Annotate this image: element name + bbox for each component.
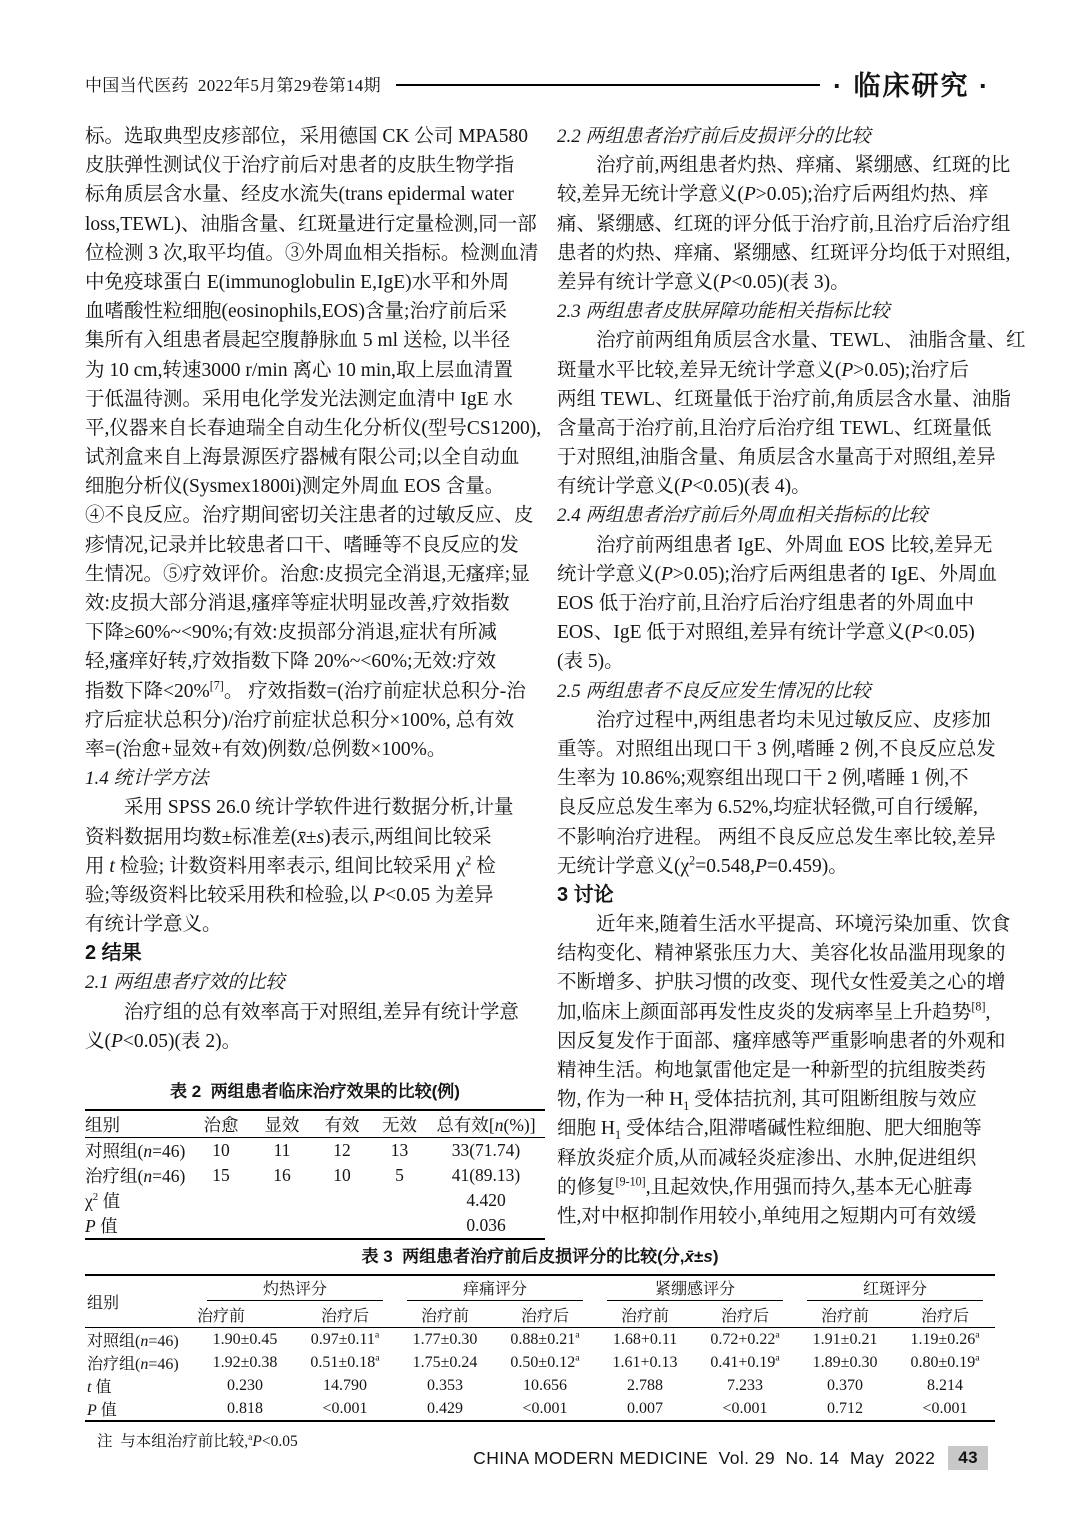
section-label: · 临床研究 · xyxy=(833,71,990,101)
table2-header-row xyxy=(85,1110,545,1138)
table-row xyxy=(85,1397,995,1421)
text-line: 性,对中枢抑制作用较小,单纯用之短期内可有效缓 xyxy=(557,1205,977,1227)
table3-group-burning: 灼热评分 xyxy=(195,1275,395,1301)
text-line: 率=(治愈+显效+有效)例数/总例数×100%。 xyxy=(85,738,447,760)
text-line: 不影响治疗进程。 两组不良反应总发生率比较,差异 xyxy=(557,826,996,848)
table3-group-tightness: 紧绷感评分 xyxy=(595,1275,795,1301)
text-line: 3 讨论 xyxy=(557,883,614,906)
table-cell: 0.370 xyxy=(827,1376,864,1394)
text-line: 疗后症状总积分)/治疗前症状总积分×100%, 总有效 xyxy=(85,709,515,731)
table3-group-erythema: 红斑评分 xyxy=(795,1275,995,1301)
table-cell: 对照组(n=46) xyxy=(87,1333,179,1350)
table-cell: 0.97±0.11$^a$ xyxy=(310,1329,380,1348)
text-line: 指数下降<20%[7]。 疗效指数=(治疗前症状总积分-治 xyxy=(85,678,526,702)
table2-body xyxy=(85,1138,545,1240)
table-cell xyxy=(252,1213,312,1239)
text-line: 中免疫球蛋白 E(immunoglobulin E,IgE)水平和外周 xyxy=(85,271,510,293)
text-line: 加,临床上颜面部再发性皮炎的发病率呈上升趋势[8], xyxy=(557,999,991,1023)
text-line: 下降≥60%~<90%;有效:皮损部分消退,症状有所减 xyxy=(85,622,497,644)
text-line: 细胞 $H_1$ 受体结合,阻滞嗜碱性粒细胞、肥大细胞等 xyxy=(557,1118,982,1143)
text-line: 物, 作为一种 $H_1$ 受体拮抗剂, 其可阻断组胺与效应 xyxy=(557,1089,977,1114)
table-header-cell: 治疗后 xyxy=(521,1307,570,1325)
table-cell: 0.50±0.12$^a$ xyxy=(510,1352,580,1371)
text-line: 轻,瘙痒好转,疗效指数下降 20%~<60%;无效:疗效 xyxy=(85,651,496,673)
table-cell: 4.420 xyxy=(466,1190,506,1210)
text-line: 位检测 3 次,取平均值。③外周血相关指标。检测血清 xyxy=(85,242,539,264)
text-line: 为 10 cm,转速3000 r/min 离心 10 min,取上层血清置 xyxy=(85,359,513,381)
text-line: 重等。对照组出现口干 3 例,嗜睡 2 例,不良反应总发 xyxy=(557,738,996,760)
table-cell: 0.51±0.18$^a$ xyxy=(310,1352,380,1371)
text-line: 验;等级资料比较采用秩和检验,以 P<0.05 为差异 xyxy=(85,884,494,906)
body-columns xyxy=(85,122,1026,1240)
text-line: 的修复[9-10],且起效快,作用强而持久,基本无心脏毒 xyxy=(557,1174,973,1198)
table-cell xyxy=(252,1188,312,1213)
table-header-cell: 治疗后 xyxy=(321,1307,370,1325)
table3-body xyxy=(85,1328,995,1422)
text-line: 2.4 两组患者治疗前后外周血相关指标的比较 xyxy=(557,505,928,527)
table-cell: 1.68+0.11 xyxy=(612,1330,678,1348)
text-line: 精神生活。枸地氯雷他定是一种新型的抗组胺类药 xyxy=(557,1060,987,1081)
table-cell: 0.88±0.21$^a$ xyxy=(510,1329,580,1348)
table-cell: 0.712 xyxy=(827,1399,864,1417)
table-cell: 1.75±0.24 xyxy=(412,1353,478,1371)
text-line: 有统计学意义。 xyxy=(85,914,222,936)
table-cell: t 值 xyxy=(87,1379,112,1396)
text-line: 治疗前两组角质层含水量、TEWL、 油脂含量、红 xyxy=(596,330,1026,352)
table-cell xyxy=(372,1188,427,1213)
text-line: 效:皮损大部分消退,瘙痒等症状明显改善,疗效指数 xyxy=(85,593,510,614)
text-line: 平,仪器来自长春迪瑞全自动生化分析仪(型号CS1200), xyxy=(85,417,542,439)
table-cell: P 值 xyxy=(85,1216,118,1236)
table-header-cell: 总有效[n(%)] xyxy=(436,1114,536,1135)
text-line: 皮肤弹性测试仪于治疗前后对患者的皮肤生物学指 xyxy=(85,155,515,177)
text-line: 较,差异无统计学意义(P>0.05);治疗后两组灼热、痒 xyxy=(557,184,989,206)
table-cell: 治疗组(n=46) xyxy=(85,1166,186,1186)
table-cell: 0.41+0.19$^a$ xyxy=(710,1352,780,1371)
table-cell: 10.656 xyxy=(523,1376,568,1394)
table-cell: <0.001 xyxy=(322,1399,368,1417)
text-line: (表 5)。 xyxy=(557,651,624,673)
table-cell: 13 xyxy=(390,1140,409,1160)
table-cell: 1.89±0.30 xyxy=(812,1353,878,1371)
table2 xyxy=(85,1109,545,1240)
text-line: 因反复发作于面部、瘙痒感等严重影响患者的外观和 xyxy=(557,1030,1006,1052)
text-line: 良反应总发生率为 6.52%,均症状轻微,可自行缓解, xyxy=(557,797,978,819)
table-cell: P 值 xyxy=(87,1402,117,1419)
table-cell: 11 xyxy=(273,1140,291,1160)
text-line: 斑量水平比较,差异无统计学意义(P>0.05);治疗后 xyxy=(557,359,969,381)
table-row xyxy=(85,1351,995,1374)
table-header-cell: 治愈 xyxy=(203,1114,239,1135)
journal-issue-info: 中国当代医药 2022年5月第29卷第14期 xyxy=(85,76,381,95)
table-cell: 1.19±0.26$^a$ xyxy=(910,1329,980,1348)
table3-subheader-row xyxy=(85,1301,995,1328)
text-line: 2.5 两组患者不良反应发生情况的比较 xyxy=(557,680,871,702)
table-row xyxy=(85,1163,545,1188)
text-line: 采用 SPSS 26.0 统计学软件进行数据分析,计量 xyxy=(124,797,514,819)
table-cell: 0.818 xyxy=(227,1399,263,1417)
table-cell: $\chi^2$ 值 xyxy=(85,1191,121,1211)
text-line: loss,TEWL)、油脂含量、红斑量进行定量检测,同一部 xyxy=(85,213,537,235)
table2-title: 表 2 两组患者临床治疗效果的比较(例) xyxy=(170,1082,460,1101)
footer-journal-name: CHINA MODERN MEDICINE Vol. 29 No. 14 May 2022 xyxy=(473,1447,936,1468)
text-line: 疹情况,记录并比较患者口干、嗜睡等不良反应的发 xyxy=(85,534,519,556)
text-line: 含量高于治疗前,且治疗后治疗组 TEWL、红斑量低 xyxy=(557,417,992,439)
table-cell: 治疗组(n=46) xyxy=(87,1356,179,1373)
text-line: 不断增多、护肤习惯的改变、现代女性爱美之心的增 xyxy=(557,972,1006,994)
table-cell: 8.214 xyxy=(927,1376,964,1394)
page-number-badge: 43 xyxy=(948,1446,988,1470)
table3-group-itchpain: 痒痛评分 xyxy=(395,1275,595,1301)
text-line: 1.4 统计学方法 xyxy=(85,768,209,790)
table3-group-col-label: 组别 xyxy=(87,1295,120,1312)
table-cell: 0.007 xyxy=(627,1399,664,1417)
text-line: 统计学意义(P>0.05);治疗后两组患者的 IgE、外周血 xyxy=(557,563,997,585)
text-line: 标。选取典型皮疹部位，采用德国 CK 公司 MPA580 xyxy=(85,126,528,147)
table-cell xyxy=(190,1188,252,1213)
text-line: EOS、IgE 低于对照组,差异有统计学意义(P<0.05) xyxy=(557,622,975,644)
table-header-cell: 治疗后 xyxy=(721,1307,770,1325)
table-cell: 33(71.74) xyxy=(451,1140,521,1160)
table-header-cell: 治疗后 xyxy=(921,1307,970,1325)
text-line: 集所有入组患者晨起空腹静脉血 5 ml 送检, 以半径 xyxy=(85,330,511,352)
table-cell: 0.353 xyxy=(427,1376,464,1394)
table-cell: 1.91±0.21 xyxy=(812,1330,878,1348)
text-line: ④不良反应。治疗期间密切关注患者的过敏反应、皮 xyxy=(85,505,534,527)
text-line: 标角质层含水量、经皮水流失(trans epidermal water xyxy=(85,184,514,206)
table-header-cell: 治疗前 xyxy=(821,1307,870,1325)
text-line: 治疗过程中,两组患者均未见过敏反应、皮疹加 xyxy=(596,709,991,731)
text-line: 差异有统计学意义(P<0.05)(表 3)。 xyxy=(557,271,850,293)
page-header xyxy=(85,64,990,103)
table-header-cell: 组别 xyxy=(85,1114,120,1135)
text-line: 近年来,随着生活水平提高、环境污染加重、饮食 xyxy=(596,914,1011,936)
table2-head xyxy=(85,1110,545,1138)
table-cell: <0.001 xyxy=(722,1399,768,1417)
table3-head xyxy=(85,1275,995,1328)
table-cell: 16 xyxy=(273,1165,291,1185)
table-cell: 0.72+0.22$^a$ xyxy=(710,1329,780,1348)
text-line: 于低温待测。采用电化学发光法测定血清中 IgE 水 xyxy=(85,388,513,410)
table-cell: 0.230 xyxy=(227,1376,263,1394)
table-cell xyxy=(312,1188,372,1213)
table3-block xyxy=(85,1242,995,1451)
text-line: 血嗜酸性粒细胞(eosinophils,EOS)含量;治疗前后采 xyxy=(85,301,507,323)
table-cell: 15 xyxy=(212,1165,230,1185)
text-line: 用 t 检验; 计数资料用率表示, 组间比较采用 $\chi^2$ 检 xyxy=(85,853,496,877)
right-column-text xyxy=(557,122,1026,1231)
text-line: 治疗前,两组患者灼热、痒痛、紧绷感、红斑的比 xyxy=(596,155,1011,177)
table-cell xyxy=(372,1213,427,1239)
header-rule xyxy=(396,84,820,86)
table-row xyxy=(85,1374,995,1397)
table-cell xyxy=(312,1213,372,1239)
text-line: 结构变化、精神紧张压力大、美容化妆品滥用现象的 xyxy=(557,943,1006,965)
table-header-cell: 有效 xyxy=(324,1114,360,1135)
table-cell xyxy=(190,1213,252,1239)
table-header-cell: 无效 xyxy=(382,1114,417,1135)
table-row xyxy=(85,1328,995,1352)
table-cell: 12 xyxy=(333,1140,351,1160)
text-line: 痛、紧绷感、红斑的评分低于治疗前,且治疗后治疗组 xyxy=(557,213,1011,235)
left-column-text xyxy=(85,122,545,1056)
table-header-cell: 治疗前 xyxy=(421,1307,470,1325)
text-line: 释放炎症介质,从而减轻炎症渗出、水肿,促进组织 xyxy=(557,1147,977,1169)
right-column xyxy=(557,122,1026,1240)
text-line: 试剂盒来自上海景源医疗器械有限公司;以全自动血 xyxy=(85,447,520,469)
table-cell: 10 xyxy=(212,1140,230,1160)
table-cell: 5 xyxy=(395,1165,404,1185)
text-line: 治疗前两组患者 IgE、外周血 EOS 比较,差异无 xyxy=(596,534,993,556)
table-cell: 1.77±0.30 xyxy=(412,1330,478,1348)
table-row xyxy=(85,1188,545,1213)
table-cell: 7.233 xyxy=(727,1376,764,1394)
text-line: EOS 低于治疗前,且治疗后治疗组患者的外周血中 xyxy=(557,593,975,614)
page-footer xyxy=(473,1446,988,1470)
table2-block xyxy=(85,1077,545,1240)
table3-group-row xyxy=(85,1275,995,1301)
text-line: 有统计学意义(P<0.05)(表 4)。 xyxy=(557,476,811,498)
text-line: 于对照组,油脂含量、角质层含水量高于对照组,差异 xyxy=(557,447,996,469)
left-column xyxy=(85,122,545,1240)
text-line: 两组 TEWL、红斑量低于治疗前,角质层含水量、油脂 xyxy=(557,388,1011,410)
table-cell: 对照组(n=46) xyxy=(85,1141,186,1161)
text-line: 细胞分析仪(Sysmex1800i)测定外周血 EOS 含量。 xyxy=(85,476,505,498)
table-cell: <0.001 xyxy=(522,1399,568,1417)
text-line: 2.2 两组患者治疗前后皮损评分的比较 xyxy=(557,126,871,147)
table-header-cell: 治疗前 xyxy=(621,1307,670,1325)
table-cell: 0.036 xyxy=(466,1215,506,1235)
text-line: 2 结果 xyxy=(85,942,142,965)
text-line: 2.1 两组患者疗效的比较 xyxy=(85,972,285,994)
table3-note: 注 与本组治疗前比较,$^a$P<0.05 xyxy=(97,1431,298,1450)
table3-title: 表 3 两组患者治疗前后皮损评分的比较(分,x̄±s) xyxy=(361,1247,719,1266)
table-cell: <0.001 xyxy=(922,1399,968,1417)
text-line: 资料数据用均数±标准差(x̄±s)表示,两组间比较采 xyxy=(85,826,492,848)
text-line: 无统计学意义$(\chi^2=0.548,P=0.459)$。 xyxy=(557,853,848,877)
table-header-cell: 治疗前 xyxy=(197,1307,246,1325)
text-line: 2.3 两组患者皮肤屏障功能相关指标比较 xyxy=(557,301,890,323)
table-cell: 41(89.13) xyxy=(451,1165,521,1185)
table-cell: 10 xyxy=(333,1165,351,1185)
table-cell: 14.790 xyxy=(323,1376,367,1394)
text-line: 患者的灼热、痒痛、紧绷感、红斑评分均低于对照组, xyxy=(557,242,1011,264)
table3 xyxy=(85,1274,995,1422)
table-cell: 2.788 xyxy=(627,1376,664,1394)
table-cell: 1.90±0.45 xyxy=(212,1330,278,1348)
table-row xyxy=(85,1138,545,1164)
table-cell: 1.61+0.13 xyxy=(612,1353,678,1371)
text-line: 治疗组的总有效率高于对照组,差异有统计学意 xyxy=(124,1001,519,1023)
text-line: 生率为 10.86%;观察组出现口干 2 例,嗜睡 1 例,不 xyxy=(557,768,969,790)
table-cell: 1.92±0.38 xyxy=(212,1353,278,1371)
text-line: 义(P<0.05)(表 2)。 xyxy=(85,1030,242,1052)
table-row xyxy=(85,1213,545,1239)
table-cell: 0.80±0.19$^a$ xyxy=(910,1352,980,1371)
text-line: 生情况。⑤疗效评价。治愈:皮损完全消退,无瘙痒;显 xyxy=(85,563,530,585)
table-header-cell: 显效 xyxy=(264,1114,300,1135)
table-cell: 0.429 xyxy=(427,1399,464,1417)
